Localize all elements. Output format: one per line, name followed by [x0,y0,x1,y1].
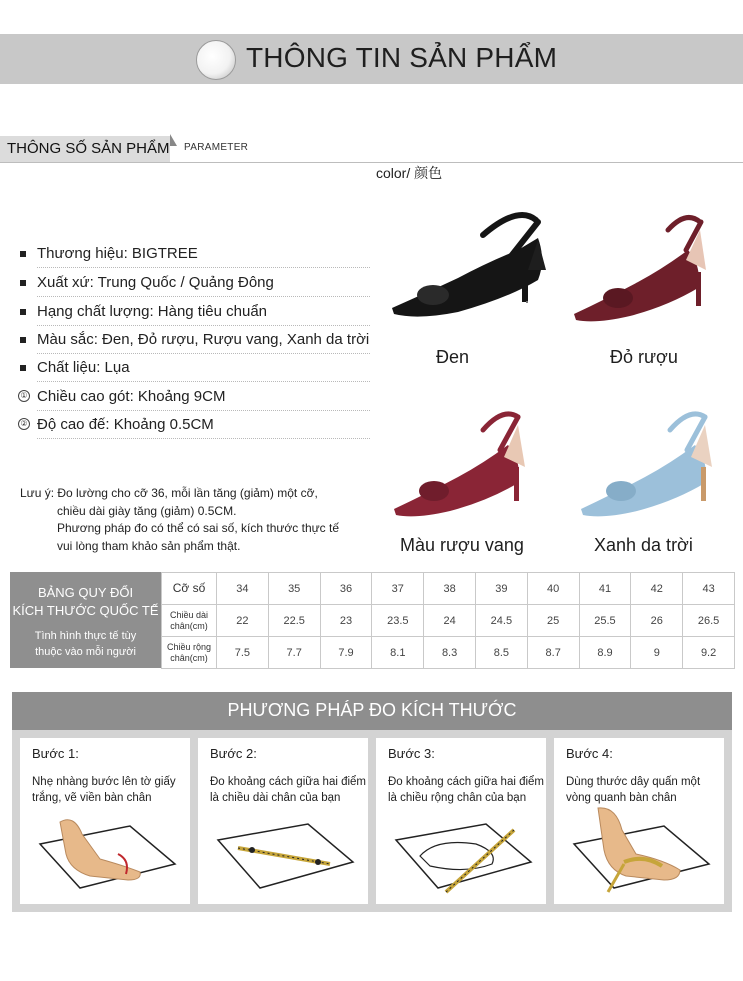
step-2 [198,738,368,904]
row-header [162,637,217,669]
spec-text: Chiều cao gót: Khoảng 9CM [37,388,226,405]
table-cell: 34 [217,573,269,605]
parameter-subtitle: PARAMETER [184,142,249,153]
bullet-icon [20,251,26,257]
color-name: Đen [436,347,470,367]
table-cell: 25 [527,605,579,637]
note-line: vui lòng tham khảo sản phẩm thật. [57,538,241,553]
step-line: Đo khoảng cách giữa hai điểm [210,776,367,788]
row-header-line: Chiều rộng [166,641,212,652]
spec-text: Độ cao đế: Khoảng 0.5CM [37,416,214,433]
table-cell: 8.3 [424,637,476,669]
table-cell: 25.5 [579,605,631,637]
divider [37,325,370,326]
divider [37,410,370,411]
table-cell: 7.5 [217,637,269,669]
number-two-icon: ② [18,418,30,430]
table-cell: 26 [631,605,683,637]
black-shoe-image [388,200,568,325]
spec-sole-height [20,416,375,444]
table-cell: 23.5 [372,605,424,637]
step-line: là chiều dài chân của bạn [210,792,341,804]
table-cell: 39 [475,573,527,605]
tape-measure-foot-icon [564,804,714,894]
step-line: vòng quanh bàn chân [566,792,677,804]
divider [37,381,370,382]
spec-brand [20,245,375,273]
step-title: Bước 4: [566,746,613,761]
note-line: chiều dài giày tăng (giảm) 0.5CM. [57,503,237,518]
table-cell: 24.5 [475,605,527,637]
table-cell: 23 [320,605,372,637]
table-cell: 9 [631,637,683,669]
wine-red-shoe-image [568,210,713,325]
spec-text: Màu sắc: Đen, Đỏ rượu, Rượu vang, Xanh da trời [37,331,370,348]
step-line: trắng, vẽ viền bàn chân [32,792,152,804]
table-cell: 9.2 [683,637,735,669]
divider [37,296,370,297]
table-cell: 36 [320,573,372,605]
size-table-header [10,572,161,668]
table-cell: 38 [424,573,476,605]
sky-blue-shoe-image [575,405,720,520]
table-cell: 8.9 [579,637,631,669]
table-cell: 26.5 [683,605,735,637]
foot-on-paper-icon [30,804,180,894]
circle-icon [196,40,236,80]
size-table-subtitle: thuộc vào mỗi người [35,646,136,658]
color-name: Xanh da trời [594,535,693,555]
spec-quality [20,303,375,331]
spec-origin [20,274,375,302]
step-1 [20,738,190,904]
table-cell: 7.7 [268,637,320,669]
step-description [32,774,192,806]
divider [37,353,370,354]
table-cell: 8.5 [475,637,527,669]
divider [37,267,370,268]
step-line: Dùng thước dây quấn một [566,776,701,788]
spec-text: Xuất xứ: Trung Quốc / Quảng Đông [37,274,274,291]
table-cell: 43 [683,573,735,605]
table-cell: 40 [527,573,579,605]
note-line: Lưu ý: Đo lường cho cỡ 36, mỗi lần tăng (giảm) một cỡ, [20,486,318,500]
divider [0,162,743,163]
page-title: THÔNG TIN SẢN PHẨM [246,42,558,73]
table-row [162,573,735,605]
size-table [161,572,735,669]
table-row [162,637,735,669]
size-table-subtitle: Tình hình thực tế tùy [34,630,137,642]
method-title: PHƯƠNG PHÁP ĐO KÍCH THƯỚC [227,700,517,720]
bullet-icon [20,337,26,343]
step-title: Bước 3: [388,746,435,761]
spec-material [20,359,375,387]
size-table-title: KÍCH THƯỚC QUỐC TẾ [12,603,159,618]
row-header-line: chân(cm) [170,620,208,631]
spec-text: Chất liệu: Lụa [37,359,130,376]
step-description [566,774,726,806]
table-cell: 24 [424,605,476,637]
step-line: là chiều rộng chân của bạn [388,792,527,804]
table-cell: 8.7 [527,637,579,669]
burgundy-shoe-image [388,405,533,520]
parameter-title: THÔNG SỐ SẢN PHẨM [7,140,170,157]
table-cell: 8.1 [372,637,424,669]
step-description [388,774,548,806]
bullet-icon [20,365,26,371]
row-header-line: Chiều dài [169,609,209,620]
bullet-icon [20,280,26,286]
row-header [162,605,217,637]
step-title: Bước 2: [210,746,257,761]
bullet-icon [20,309,26,315]
ruler-width-icon [386,804,536,894]
spec-colors [20,331,375,359]
color-name: Đỏ rượu [610,347,678,367]
step-line: Nhẹ nhàng bước lên tờ giấy [32,776,176,788]
table-cell: 37 [372,573,424,605]
step-4 [554,738,724,904]
number-one-icon: ① [18,390,30,402]
spec-text: Thương hiệu: BIGTREE [37,245,198,262]
table-row [162,605,735,637]
step-3 [376,738,546,904]
color-label: color/ 颜色 [376,165,443,181]
measurement-note [20,485,339,555]
size-table-title: BẢNG QUY ĐỔI [37,585,134,600]
color-name: Màu rượu vang [400,535,524,555]
table-cell: 22 [217,605,269,637]
step-line: Đo khoảng cách giữa hai điểm [388,776,545,788]
triangle-icon [170,134,177,146]
table-cell: 35 [268,573,320,605]
divider [37,438,370,439]
table-cell: 41 [579,573,631,605]
note-line: Phương pháp đo có thể có sai số, kích thước thực tế [57,521,339,535]
ruler-length-icon [208,804,358,894]
table-cell: 22.5 [268,605,320,637]
table-cell: 42 [631,573,683,605]
step-title: Bước 1: [32,746,79,761]
table-cell: 7.9 [320,637,372,669]
row-header-line: chân(cm) [170,652,208,663]
spec-text: Hạng chất lượng: Hàng tiêu chuẩn [37,303,268,320]
row-header: Cỡ số [162,573,217,605]
spec-heel-height [20,388,375,416]
step-description [210,774,370,806]
